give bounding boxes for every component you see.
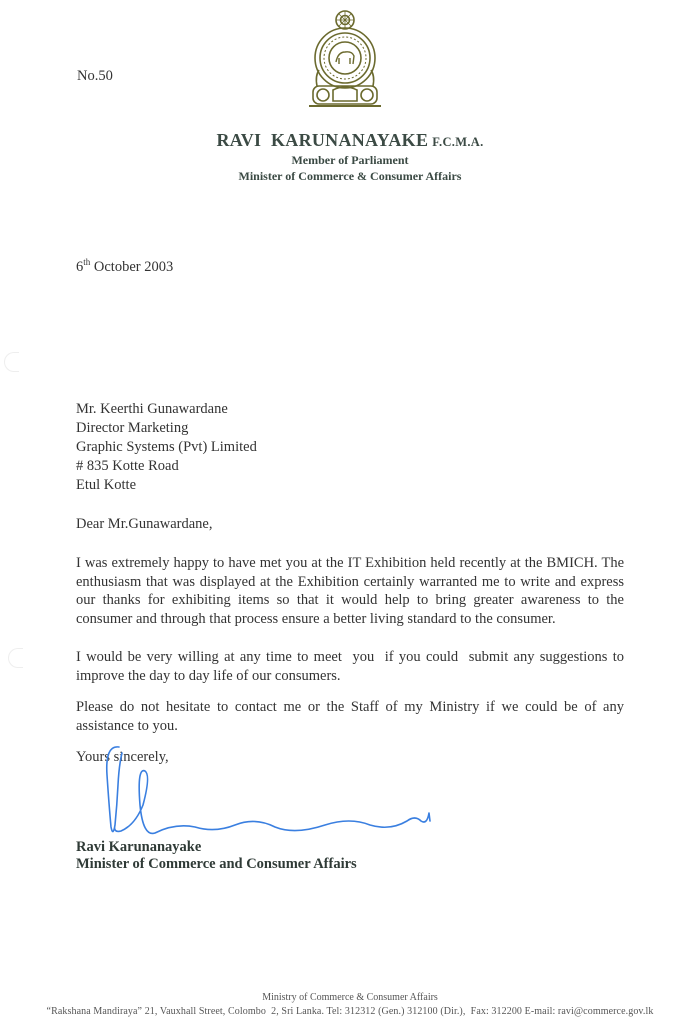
recipient-line: Mr. Keerthi Gunawardane bbox=[76, 401, 228, 417]
letterhead-name bbox=[200, 130, 500, 151]
recipient-address bbox=[76, 400, 257, 495]
recipient-line: Graphic Systems (Pvt) Limited bbox=[76, 439, 257, 455]
recipient-line: Director Marketing bbox=[76, 420, 189, 436]
scan-mark bbox=[4, 352, 19, 372]
letterhead-ministry: Minister of Commerce & Consumer Affairs bbox=[238, 169, 462, 183]
closing: Yours sincerely, bbox=[76, 749, 169, 765]
scan-mark bbox=[8, 648, 23, 668]
recipient-line: # 835 Kotte Road bbox=[76, 458, 179, 474]
signer-title: Minister of Commerce and Consumer Affairs bbox=[76, 856, 357, 872]
footer-address: “Rakshana Mandiraya” 21, Vauxhall Street, Colombo 2, Sri Lanka. Tel: 312312 (Gen.) 312100 (Dir.), Fax: 312200 E-mail: ravi@commerce.gov.lk bbox=[46, 1006, 654, 1017]
body-paragraph: I was extremely happy to have met you at the IT Exhibition held recently at the BMICH. The enthusiasm that was displayed at the Exhibition certainly warranted me to write and express our thanks for exhibiting items so that it would help to bring greater awareness to the consumer and through that process ensure a better living standard to the consumer. bbox=[76, 555, 628, 627]
letter-date bbox=[76, 259, 173, 276]
postnominal: F.C.M.A. bbox=[432, 135, 484, 149]
signature-stroke bbox=[107, 747, 430, 834]
letterhead-role: Member of Parliament bbox=[291, 153, 409, 167]
date-suffix: th bbox=[83, 257, 91, 267]
salutation: Dear Mr.Gunawardane, bbox=[76, 516, 213, 532]
reference-number: No.50 bbox=[77, 68, 113, 84]
date-day: 6 bbox=[76, 259, 84, 275]
signer-name: Ravi Karunanayake bbox=[76, 839, 202, 855]
recipient-line: Etul Kotte bbox=[76, 477, 137, 493]
body-paragraph: Please do not hesitate to contact me or the Staff of my Ministry if we could be of any assistance to you. bbox=[76, 699, 628, 734]
footer-ministry: Ministry of Commerce & Consumer Affairs bbox=[262, 992, 438, 1003]
body-paragraph: I would be very willing at any time to meet you if you could submit any suggestions to improve the day to day life of our consumers. bbox=[76, 649, 628, 684]
signature-icon bbox=[85, 745, 445, 845]
national-emblem-icon bbox=[305, 6, 385, 112]
date-rest: October 2003 bbox=[90, 259, 174, 275]
sender-name: RAVI KARUNANAYAKE bbox=[216, 130, 429, 150]
